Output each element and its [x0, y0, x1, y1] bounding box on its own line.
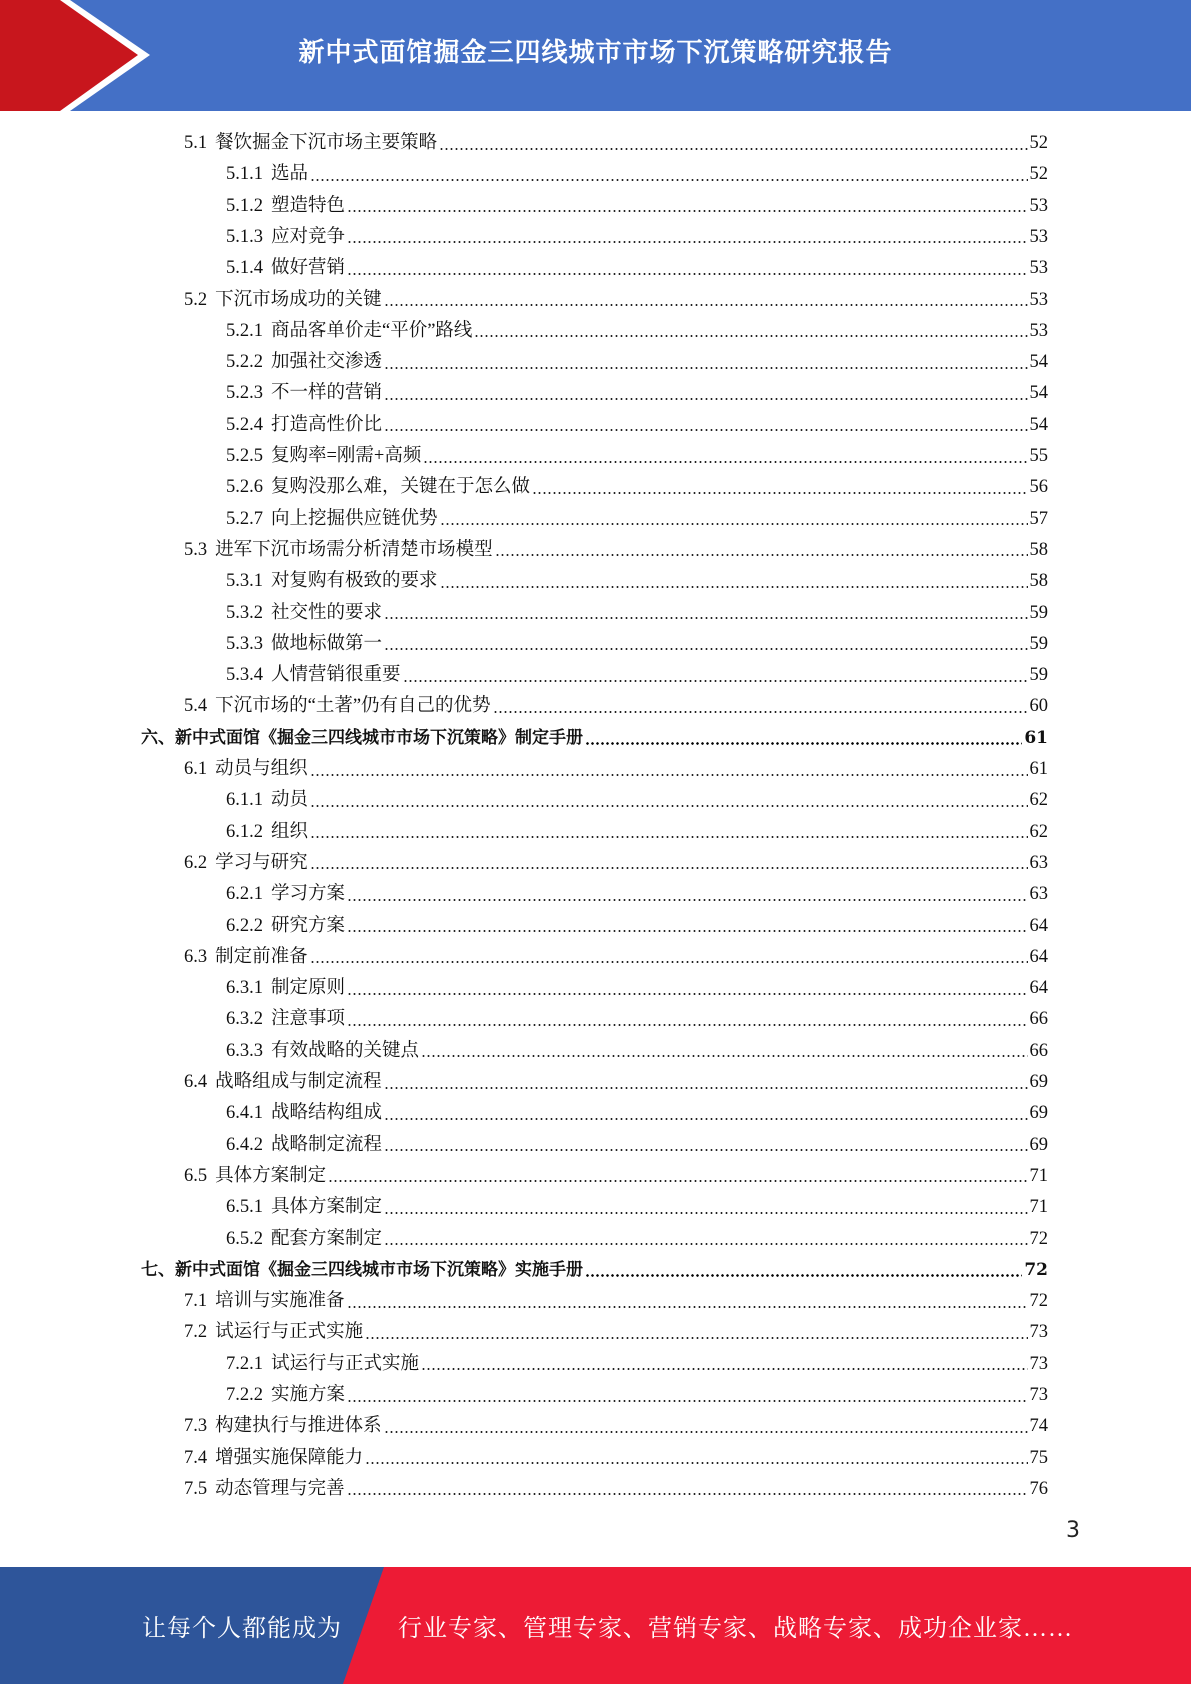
toc-entry-number: 6.1 — [184, 759, 208, 779]
toc-dot-leader — [347, 1400, 1027, 1402]
toc-entry[interactable] — [226, 1192, 1048, 1223]
toc-entry[interactable] — [184, 1161, 1048, 1192]
toc-entry-title — [226, 1349, 419, 1380]
toc-entry-text: 试运行与正式实施 — [215, 1322, 364, 1343]
toc-entry-number: 5.3 — [184, 539, 208, 560]
toc-entry[interactable] — [226, 378, 1048, 409]
toc-entry-title — [226, 159, 308, 190]
toc-dot-leader — [310, 774, 1028, 776]
toc-entry-number: 5.2.3 — [226, 383, 263, 404]
toc-entry-text: 六、新中式面馆《掘金三四线城市市场下沉策略》制定手册 — [141, 727, 583, 748]
toc-entry-number: 7.1 — [184, 1291, 208, 1312]
toc-dot-leader — [440, 586, 1028, 588]
toc-entry[interactable] — [184, 1474, 1048, 1505]
toc-entry-title — [226, 785, 308, 816]
toc-entry-title — [226, 410, 382, 441]
toc-entry-title — [141, 1255, 583, 1286]
toc-page-number: 52 — [1029, 133, 1048, 153]
toc-dot-leader — [474, 335, 1027, 337]
toc-entry-text: 人情营销很重要 — [271, 665, 401, 686]
toc-entry-title — [184, 754, 308, 785]
toc-entry-title — [226, 378, 382, 409]
toc-page-number: 53 — [1029, 195, 1048, 216]
toc-entry-text: 具体方案制定 — [271, 1197, 383, 1218]
toc-page-number: 73 — [1029, 1353, 1048, 1374]
toc-entry-text: 向上挖掘供应链优势 — [271, 508, 438, 529]
toc-dot-leader — [347, 1493, 1028, 1495]
toc-dot-leader — [384, 1212, 1027, 1214]
toc-dot-leader — [365, 1462, 1027, 1464]
toc-chapter-entry[interactable] — [141, 1255, 1048, 1286]
toc-entry-number: 5.2.1 — [226, 320, 263, 341]
toc-dot-leader — [421, 1055, 1027, 1057]
toc-dot-leader — [310, 836, 1027, 838]
toc-entry-number: 6.5.1 — [226, 1197, 263, 1218]
toc-entry-number: 5.3.4 — [226, 665, 263, 686]
toc-entry-title — [184, 691, 491, 722]
toc-entry[interactable] — [226, 159, 1048, 190]
toc-dot-leader — [384, 1149, 1027, 1151]
toc-dot-leader — [347, 210, 1027, 212]
toc-entry[interactable] — [226, 1349, 1048, 1380]
toc-dot-leader — [403, 680, 1028, 682]
toc-page-number: 58 — [1029, 571, 1048, 592]
toc-page-number: 53 — [1029, 258, 1048, 279]
toc-entry-text: 动员与组织 — [215, 759, 308, 779]
toc-entry-title — [184, 1411, 382, 1442]
toc-entry-number: 6.3 — [184, 946, 208, 967]
toc-entry-text: 配套方案制定 — [271, 1228, 383, 1249]
footer-expert-list: 行业专家、管理专家、营销专家、战略专家、成功企业家…… — [398, 1616, 1073, 1642]
toc-dot-leader — [347, 1306, 1028, 1308]
toc-dot-leader — [384, 398, 1027, 400]
toc-entry[interactable] — [184, 535, 1048, 566]
toc-entry[interactable] — [226, 598, 1048, 629]
toc-entry-title — [184, 1317, 363, 1348]
toc-entry-number: 7.2.2 — [226, 1385, 263, 1405]
toc-entry-title — [226, 253, 345, 284]
toc-dot-leader — [585, 1274, 1022, 1277]
toc-page-number: 73 — [1029, 1385, 1048, 1405]
toc-page-number: 53 — [1029, 226, 1048, 247]
toc-entry-text: 注意事项 — [271, 1009, 346, 1030]
toc-entry-number: 5.2.4 — [226, 414, 263, 435]
toc-dot-leader — [310, 867, 1028, 869]
toc-entry-number: 5.1.3 — [226, 226, 263, 247]
toc-entry-title — [226, 441, 421, 472]
toc-entry-text: 对复购有极致的要求 — [271, 571, 438, 592]
toc-entry-title — [226, 660, 401, 691]
toc-entry[interactable] — [226, 1224, 1048, 1255]
toc-entry-text: 七、新中式面馆《掘金三四线城市市场下沉策略》实施手册 — [141, 1259, 583, 1280]
toc-entry-title — [184, 942, 308, 973]
toc-dot-leader — [439, 148, 1027, 150]
toc-entry-title — [226, 1380, 345, 1411]
toc-entry[interactable] — [226, 253, 1048, 284]
toc-entry-number: 6.2 — [184, 852, 208, 873]
toc-page-number: 69 — [1029, 1134, 1048, 1155]
toc-entry-number: 7.4 — [184, 1447, 208, 1468]
toc-entry-number: 5.3.2 — [226, 602, 263, 623]
toc-entry-title — [226, 347, 382, 378]
toc-dot-leader — [347, 899, 1027, 901]
toc-entry-text: 制定前准备 — [215, 946, 308, 967]
toc-entry-text: 选品 — [271, 164, 309, 185]
toc-entry-title — [226, 1036, 419, 1067]
toc-page-number: 53 — [1029, 289, 1048, 310]
toc-entry[interactable] — [184, 1443, 1048, 1474]
toc-page-number: 66 — [1029, 1040, 1048, 1061]
toc-entry[interactable] — [226, 911, 1048, 942]
toc-page-number: 54 — [1029, 414, 1048, 435]
toc-entry-number: 5.2.2 — [226, 352, 263, 373]
toc-dot-leader — [384, 1243, 1027, 1245]
toc-page-number: 64 — [1029, 978, 1048, 999]
toc-entry-number: 5.1.1 — [226, 164, 263, 185]
toc-dot-leader — [365, 1337, 1027, 1339]
toc-dot-leader — [347, 273, 1027, 275]
toc-entry-text: 做地标做第一 — [271, 633, 383, 654]
toc-entry[interactable] — [184, 691, 1048, 722]
toc-entry-number: 6.4.1 — [226, 1103, 263, 1124]
toc-page-number: 59 — [1029, 633, 1048, 654]
toc-page-number: 72 — [1024, 1259, 1048, 1280]
toc-page-number: 69 — [1029, 1072, 1048, 1092]
toc-entry-number: 7.2 — [184, 1322, 208, 1343]
toc-entry-number: 5.2.7 — [226, 508, 263, 529]
toc-entry-number: 6.5 — [184, 1165, 208, 1186]
toc-page-number: 64 — [1029, 915, 1048, 936]
toc-page-number: 52 — [1029, 164, 1048, 185]
toc-page-number: 63 — [1029, 852, 1048, 873]
toc-entry[interactable] — [184, 942, 1048, 973]
toc-dot-leader — [495, 554, 1028, 556]
toc-entry-text: 具体方案制定 — [215, 1165, 327, 1186]
toc-page-number: 53 — [1029, 320, 1048, 341]
toc-entry-number: 5.2.5 — [226, 446, 263, 466]
toc-page-number: 59 — [1029, 602, 1048, 623]
toc-entry-number: 6.4 — [184, 1072, 208, 1092]
toc-entry[interactable] — [184, 128, 1048, 159]
toc-dot-leader — [310, 179, 1027, 181]
toc-entry-title — [226, 598, 382, 629]
toc-entry[interactable] — [226, 879, 1048, 910]
footer-banner — [0, 1567, 1191, 1684]
toc-entry[interactable] — [226, 410, 1048, 441]
toc-entry-title — [226, 191, 345, 222]
toc-entry[interactable] — [226, 504, 1048, 535]
toc-entry[interactable] — [226, 817, 1048, 848]
toc-chapter-entry[interactable] — [141, 723, 1048, 754]
toc-page-number: 76 — [1029, 1478, 1048, 1499]
toc-page-number: 74 — [1029, 1416, 1048, 1437]
toc-entry-title — [141, 723, 583, 754]
toc-entry-title — [226, 817, 308, 848]
toc-entry-title — [184, 1474, 345, 1505]
toc-entry-title — [226, 472, 530, 503]
toc-entry-text: 动态管理与完善 — [215, 1478, 345, 1499]
toc-entry-text: 复购率=刚需+高频 — [271, 446, 422, 466]
toc-dot-leader — [384, 304, 1028, 306]
toc-entry[interactable] — [226, 316, 1048, 347]
toc-entry[interactable] — [226, 1130, 1048, 1161]
toc-entry-title — [226, 316, 472, 347]
toc-entry[interactable] — [226, 191, 1048, 222]
toc-page-number: 54 — [1029, 352, 1048, 373]
toc-page-number: 73 — [1029, 1322, 1048, 1343]
toc-entry-number: 6.3.2 — [226, 1009, 263, 1030]
toc-entry-text: 制定原则 — [271, 978, 346, 999]
toc-entry-title — [184, 848, 308, 879]
toc-entry-title — [226, 879, 345, 910]
toc-entry-number: 6.1.1 — [226, 790, 263, 811]
toc-entry[interactable] — [226, 347, 1048, 378]
toc-entry[interactable] — [226, 1036, 1048, 1067]
toc-dot-leader — [347, 1024, 1027, 1026]
toc-entry-number: 5.1 — [184, 133, 208, 153]
toc-page-number: 59 — [1029, 665, 1048, 686]
toc-page-number: 66 — [1029, 1009, 1048, 1030]
toc-page-number: 61 — [1024, 727, 1048, 748]
toc-page-number: 54 — [1029, 383, 1048, 404]
toc-entry[interactable] — [184, 285, 1048, 316]
toc-entry-title — [226, 1130, 382, 1161]
toc-dot-leader — [328, 1180, 1027, 1182]
toc-page-number: 72 — [1029, 1228, 1048, 1249]
toc-entry-text: 培训与实施准备 — [215, 1291, 345, 1312]
toc-entry-text: 动员 — [271, 790, 309, 811]
toc-dot-leader — [384, 367, 1027, 369]
toc-page-number: 63 — [1029, 884, 1048, 905]
toc-entry-text: 研究方案 — [271, 915, 346, 936]
toc-entry-number: 7.5 — [184, 1478, 208, 1499]
toc-entry-number: 6.4.2 — [226, 1134, 263, 1155]
toc-entry[interactable] — [226, 566, 1048, 597]
toc-entry-text: 下沉市场的“土著”仍有自己的优势 — [215, 696, 491, 717]
toc-entry-number: 7.2.1 — [226, 1353, 263, 1374]
toc-entry[interactable] — [226, 222, 1048, 253]
toc-dot-leader — [421, 1368, 1027, 1370]
toc-entry-number: 5.3.1 — [226, 571, 263, 592]
toc-entry-text: 塑造特色 — [271, 195, 346, 216]
toc-dot-leader — [532, 492, 1027, 494]
toc-page-number: 61 — [1029, 759, 1048, 779]
toc-entry-text: 有效战略的关键点 — [271, 1040, 420, 1061]
toc-entry[interactable] — [226, 1380, 1048, 1411]
toc-entry-text: 战略结构组成 — [271, 1103, 383, 1124]
toc-page-number: 72 — [1029, 1291, 1048, 1312]
toc-entry-text: 学习与研究 — [215, 852, 308, 873]
page-number: 3 — [1066, 1518, 1080, 1543]
toc-entry-number: 5.3.3 — [226, 633, 263, 654]
toc-entry-title — [184, 128, 437, 159]
toc-dot-leader — [384, 648, 1027, 650]
toc-entry-title — [184, 535, 493, 566]
toc-entry-number: 6.2.2 — [226, 915, 263, 936]
toc-entry-text: 构建执行与推进体系 — [215, 1416, 382, 1437]
toc-entry[interactable] — [226, 785, 1048, 816]
toc-entry-number: 5.4 — [184, 696, 208, 717]
toc-entry[interactable] — [184, 1067, 1048, 1098]
toc-entry-text: 复购没那么难，关键在于怎么做 — [271, 477, 531, 498]
toc-dot-leader — [310, 805, 1027, 807]
toc-entry-number: 6.3.1 — [226, 978, 263, 999]
toc-entry[interactable] — [226, 973, 1048, 1004]
toc-dot-leader — [585, 742, 1022, 745]
toc-entry-text: 战略制定流程 — [271, 1134, 383, 1155]
toc-entry-text: 战略组成与制定流程 — [215, 1072, 382, 1092]
toc-entry-title — [184, 285, 382, 316]
toc-entry-text: 餐饮掘金下沉市场主要策略 — [215, 133, 438, 153]
toc-page-number: 75 — [1029, 1447, 1048, 1468]
toc-entry[interactable] — [226, 629, 1048, 660]
toc-entry-text: 不一样的营销 — [271, 383, 383, 404]
toc-entry-title — [226, 1098, 382, 1129]
toc-dot-leader — [423, 461, 1027, 463]
toc-entry-number: 5.1.2 — [226, 195, 263, 216]
toc-entry-title — [226, 1004, 345, 1035]
toc-page-number: 71 — [1029, 1165, 1048, 1186]
toc-entry-text: 商品客单价走“平价”路线 — [271, 320, 473, 341]
toc-entry[interactable] — [226, 441, 1048, 472]
toc-dot-leader — [384, 1118, 1027, 1120]
toc-entry-title — [226, 973, 345, 1004]
toc-entry[interactable] — [226, 472, 1048, 503]
toc-page-number: 69 — [1029, 1103, 1048, 1124]
toc-entry-text: 组织 — [271, 821, 309, 842]
toc-dot-leader — [347, 241, 1027, 243]
toc-entry-text: 下沉市场成功的关键 — [215, 289, 382, 310]
toc-page-number: 60 — [1029, 696, 1048, 717]
toc-entry[interactable] — [226, 660, 1048, 691]
toc-entry[interactable] — [184, 1411, 1048, 1442]
toc-entry-title — [226, 222, 345, 253]
toc-entry-number: 6.3.3 — [226, 1040, 263, 1061]
toc-page-number: 56 — [1029, 477, 1048, 498]
toc-dot-leader — [384, 429, 1027, 431]
toc-page-number: 64 — [1029, 946, 1048, 967]
toc-entry-text: 加强社交渗透 — [271, 352, 383, 373]
toc-entry-title — [226, 1224, 382, 1255]
toc-entry-title — [226, 629, 382, 660]
toc-entry-number: 5.2 — [184, 289, 208, 310]
toc-entry-text: 社交性的要求 — [271, 602, 383, 623]
toc-page-number: 57 — [1029, 508, 1048, 529]
toc-entry-text: 增强实施保障能力 — [215, 1447, 364, 1468]
toc-entry[interactable] — [226, 1098, 1048, 1129]
toc-entry[interactable] — [226, 1004, 1048, 1035]
header-banner — [0, 0, 1191, 111]
toc-page-number: 55 — [1029, 446, 1048, 466]
toc-page-number: 58 — [1029, 539, 1048, 560]
toc-entry-title — [184, 1067, 382, 1098]
toc-entry-text: 应对竞争 — [271, 226, 346, 247]
toc-dot-leader — [384, 617, 1027, 619]
toc-dot-leader — [310, 961, 1028, 963]
toc-page-number: 71 — [1029, 1197, 1048, 1218]
report-title: 新中式面馆掘金三四线城市市场下沉策略研究报告 — [298, 37, 893, 68]
toc-entry-title — [184, 1161, 326, 1192]
toc-entry[interactable] — [184, 754, 1048, 785]
toc-entry-title — [226, 911, 345, 942]
toc-entry-text: 打造高性价比 — [271, 414, 383, 435]
toc-dot-leader — [384, 1431, 1028, 1433]
toc-entry-number: 6.1.2 — [226, 821, 263, 842]
toc-entry-number: 5.1.4 — [226, 258, 263, 279]
toc-entry-number: 6.2.1 — [226, 884, 263, 905]
toc-entry[interactable] — [184, 1317, 1048, 1348]
toc-entry-text: 实施方案 — [271, 1385, 346, 1405]
toc-dot-leader — [493, 711, 1028, 713]
footer-slogan: 让每个人都能成为 — [142, 1616, 342, 1642]
toc-entry-title — [226, 1192, 382, 1223]
toc-entry-text: 试运行与正式实施 — [271, 1353, 420, 1374]
toc-entry-title — [226, 566, 438, 597]
toc-entry[interactable] — [184, 1286, 1048, 1317]
toc-entry-text: 学习方案 — [271, 884, 346, 905]
toc-entry-title — [184, 1286, 345, 1317]
toc-entry[interactable] — [184, 848, 1048, 879]
toc-entry-text: 进军下沉市场需分析清楚市场模型 — [215, 539, 493, 560]
toc-entry-number: 6.5.2 — [226, 1228, 263, 1249]
toc-dot-leader — [440, 523, 1028, 525]
toc-entry-title — [184, 1443, 363, 1474]
toc-entry-title — [226, 504, 438, 535]
toc-dot-leader — [384, 1087, 1028, 1089]
toc-page-number: 62 — [1029, 790, 1048, 811]
toc-dot-leader — [347, 930, 1027, 932]
toc-entry-number: 7.3 — [184, 1416, 208, 1437]
toc-entry-text: 做好营销 — [271, 258, 346, 279]
toc-entry-number: 5.2.6 — [226, 477, 263, 498]
toc-dot-leader — [347, 993, 1027, 995]
toc-page-number: 62 — [1029, 821, 1048, 842]
